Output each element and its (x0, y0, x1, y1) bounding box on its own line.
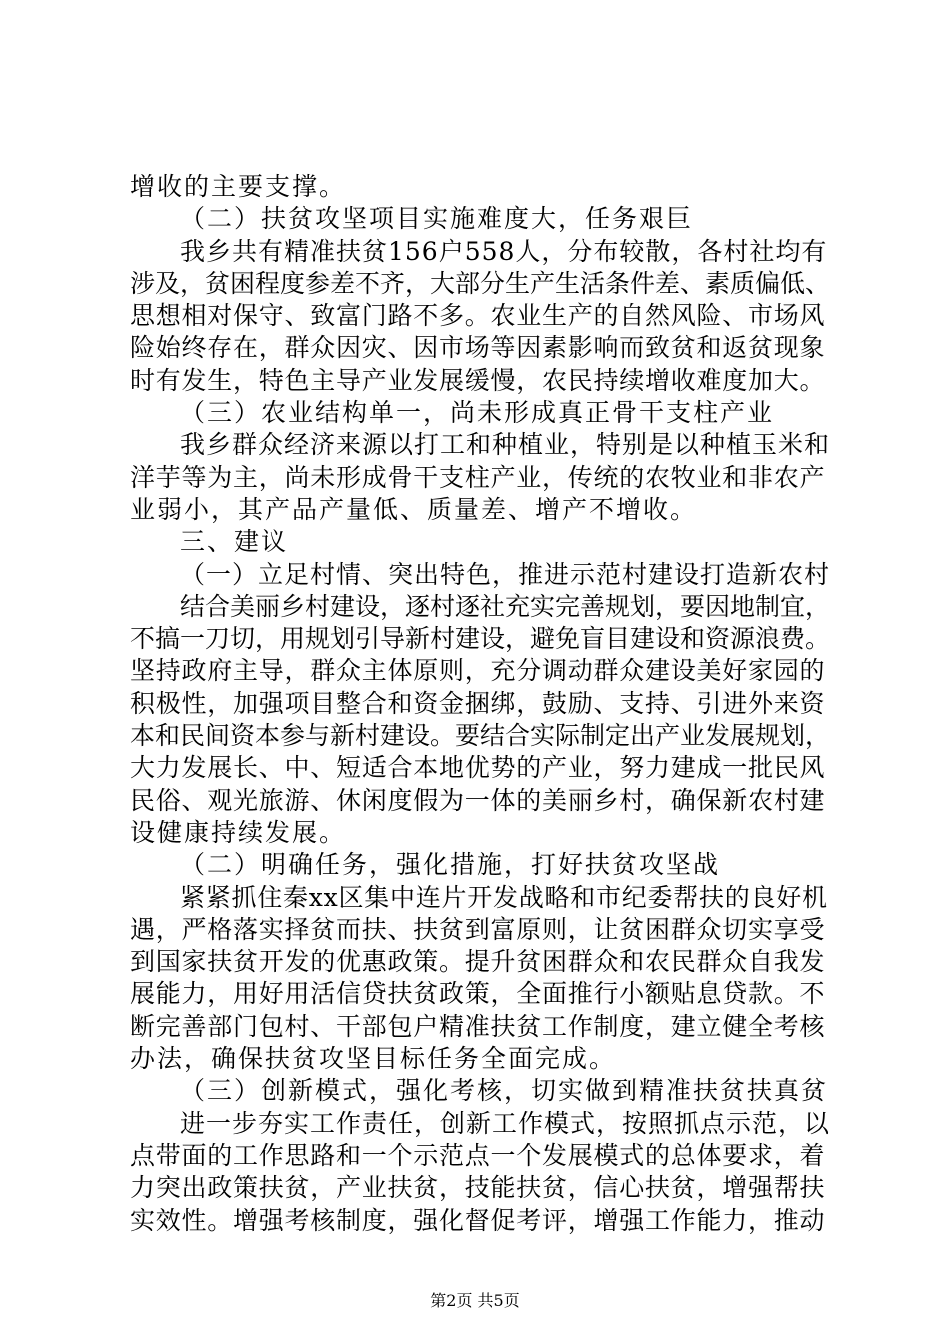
page-number-footer: 第2页 共5页 (430, 1291, 520, 1310)
paragraph-line: 我乡共有精准扶贫156户558人，分布较散，各村社均有 (180, 236, 828, 266)
paragraph-line: 点带面的工作思路和一个示范点一个发展模式的总体要求，着 (130, 1140, 826, 1170)
paragraph-line: 遇，严格落实择贫而扶、扶贫到富原则，让贫困群众切实享受 (130, 914, 826, 944)
paragraph-line: 结合美丽乡村建设，逐村逐社充实完善规划，要因地制宜， (180, 591, 831, 621)
paragraph-line: 紧紧抓住秦xx区集中连片开发战略和市纪委帮扶的良好机 (180, 882, 828, 912)
paragraph-line: 时有发生，特色主导产业发展缓慢，农民持续增收难度加大。 (130, 365, 826, 395)
paragraph-line: 断完善部门包村、干部包户精准扶贫工作制度，建立健全考核 (130, 1011, 826, 1041)
paragraph-line: 民俗、观光旅游、休闲度假为一体的美丽乡村，确保新农村建 (130, 785, 826, 815)
paragraph-line: 业弱小，其产品产量低、质量差、增产不增收。 (130, 494, 698, 524)
paragraph-line: 展能力，用好用活信贷扶贫政策，全面推行小额贴息贷款。不 (130, 979, 826, 1009)
paragraph-line: 涉及，贫困程度参差不齐，大部分生产生活条件差、素质偏低、 (130, 268, 831, 298)
chapter-heading: 三、建议 (180, 527, 289, 557)
paragraph-line: 进一步夯实工作责任，创新工作模式，按照抓点示范，以 (180, 1108, 831, 1138)
paragraph-line: 力突出政策扶贫，产业扶贫，技能扶贫，信心扶贫，增强帮扶 (130, 1173, 826, 1203)
paragraph-line: 险始终存在，群众因灾、因市场等因素影响而致贫和返贫现象 (130, 333, 826, 363)
paragraph-line: 办法，确保扶贫攻坚目标任务全面完成。 (130, 1044, 617, 1074)
document-body (130, 171, 830, 1237)
paragraph-line: 本和民间资本参与新村建设。要结合实际制定出产业发展规划， (130, 721, 831, 751)
section-heading: （三）创新模式，强化考核，切实做到精准扶贫扶真贫 (180, 1076, 829, 1106)
section-heading: （三）农业结构单一，尚未形成真正骨干支柱产业 (180, 398, 775, 428)
paragraph-line: 设健康持续发展。 (130, 817, 347, 847)
paragraph-line: 不搞一刀切，用规划引导新村建设，避免盲目建设和资源浪费。 (130, 624, 831, 654)
paragraph-line: 积极性，加强项目整合和资金捆绑，鼓励、支持、引进外来资 (130, 688, 826, 718)
paragraph-line: 实效性。增强考核制度，强化督促考评，增强工作能力，推动 (130, 1205, 826, 1235)
section-heading: （一）立足村情、突出特色，推进示范村建设打造新农村 (180, 559, 831, 589)
section-heading: （二）明确任务，强化措施，打好扶贫攻坚战 (180, 850, 721, 880)
paragraph-line: 洋芋等为主，尚未形成骨干支柱产业，传统的农牧业和非农产 (130, 462, 826, 492)
paragraph-line: 增收的主要支撑。 (130, 172, 347, 201)
paragraph-line: 大力发展长、中、短适合本地优势的产业，努力建成一批民风 (130, 753, 826, 783)
paragraph-line: 我乡群众经济来源以打工和种植业，特别是以种植玉米和 (180, 430, 831, 460)
paragraph-line: 坚持政府主导，群众主体原则，充分调动群众建设美好家园的 (130, 656, 826, 686)
paragraph-line: 思想相对保守、致富门路不多。农业生产的自然风险、市场风 (130, 301, 826, 331)
section-heading: （二）扶贫攻坚项目实施难度大，任务艰巨 (180, 204, 694, 234)
paragraph-line: 到国家扶贫开发的优惠政策。提升贫困群众和农民群众自我发 (130, 947, 826, 977)
